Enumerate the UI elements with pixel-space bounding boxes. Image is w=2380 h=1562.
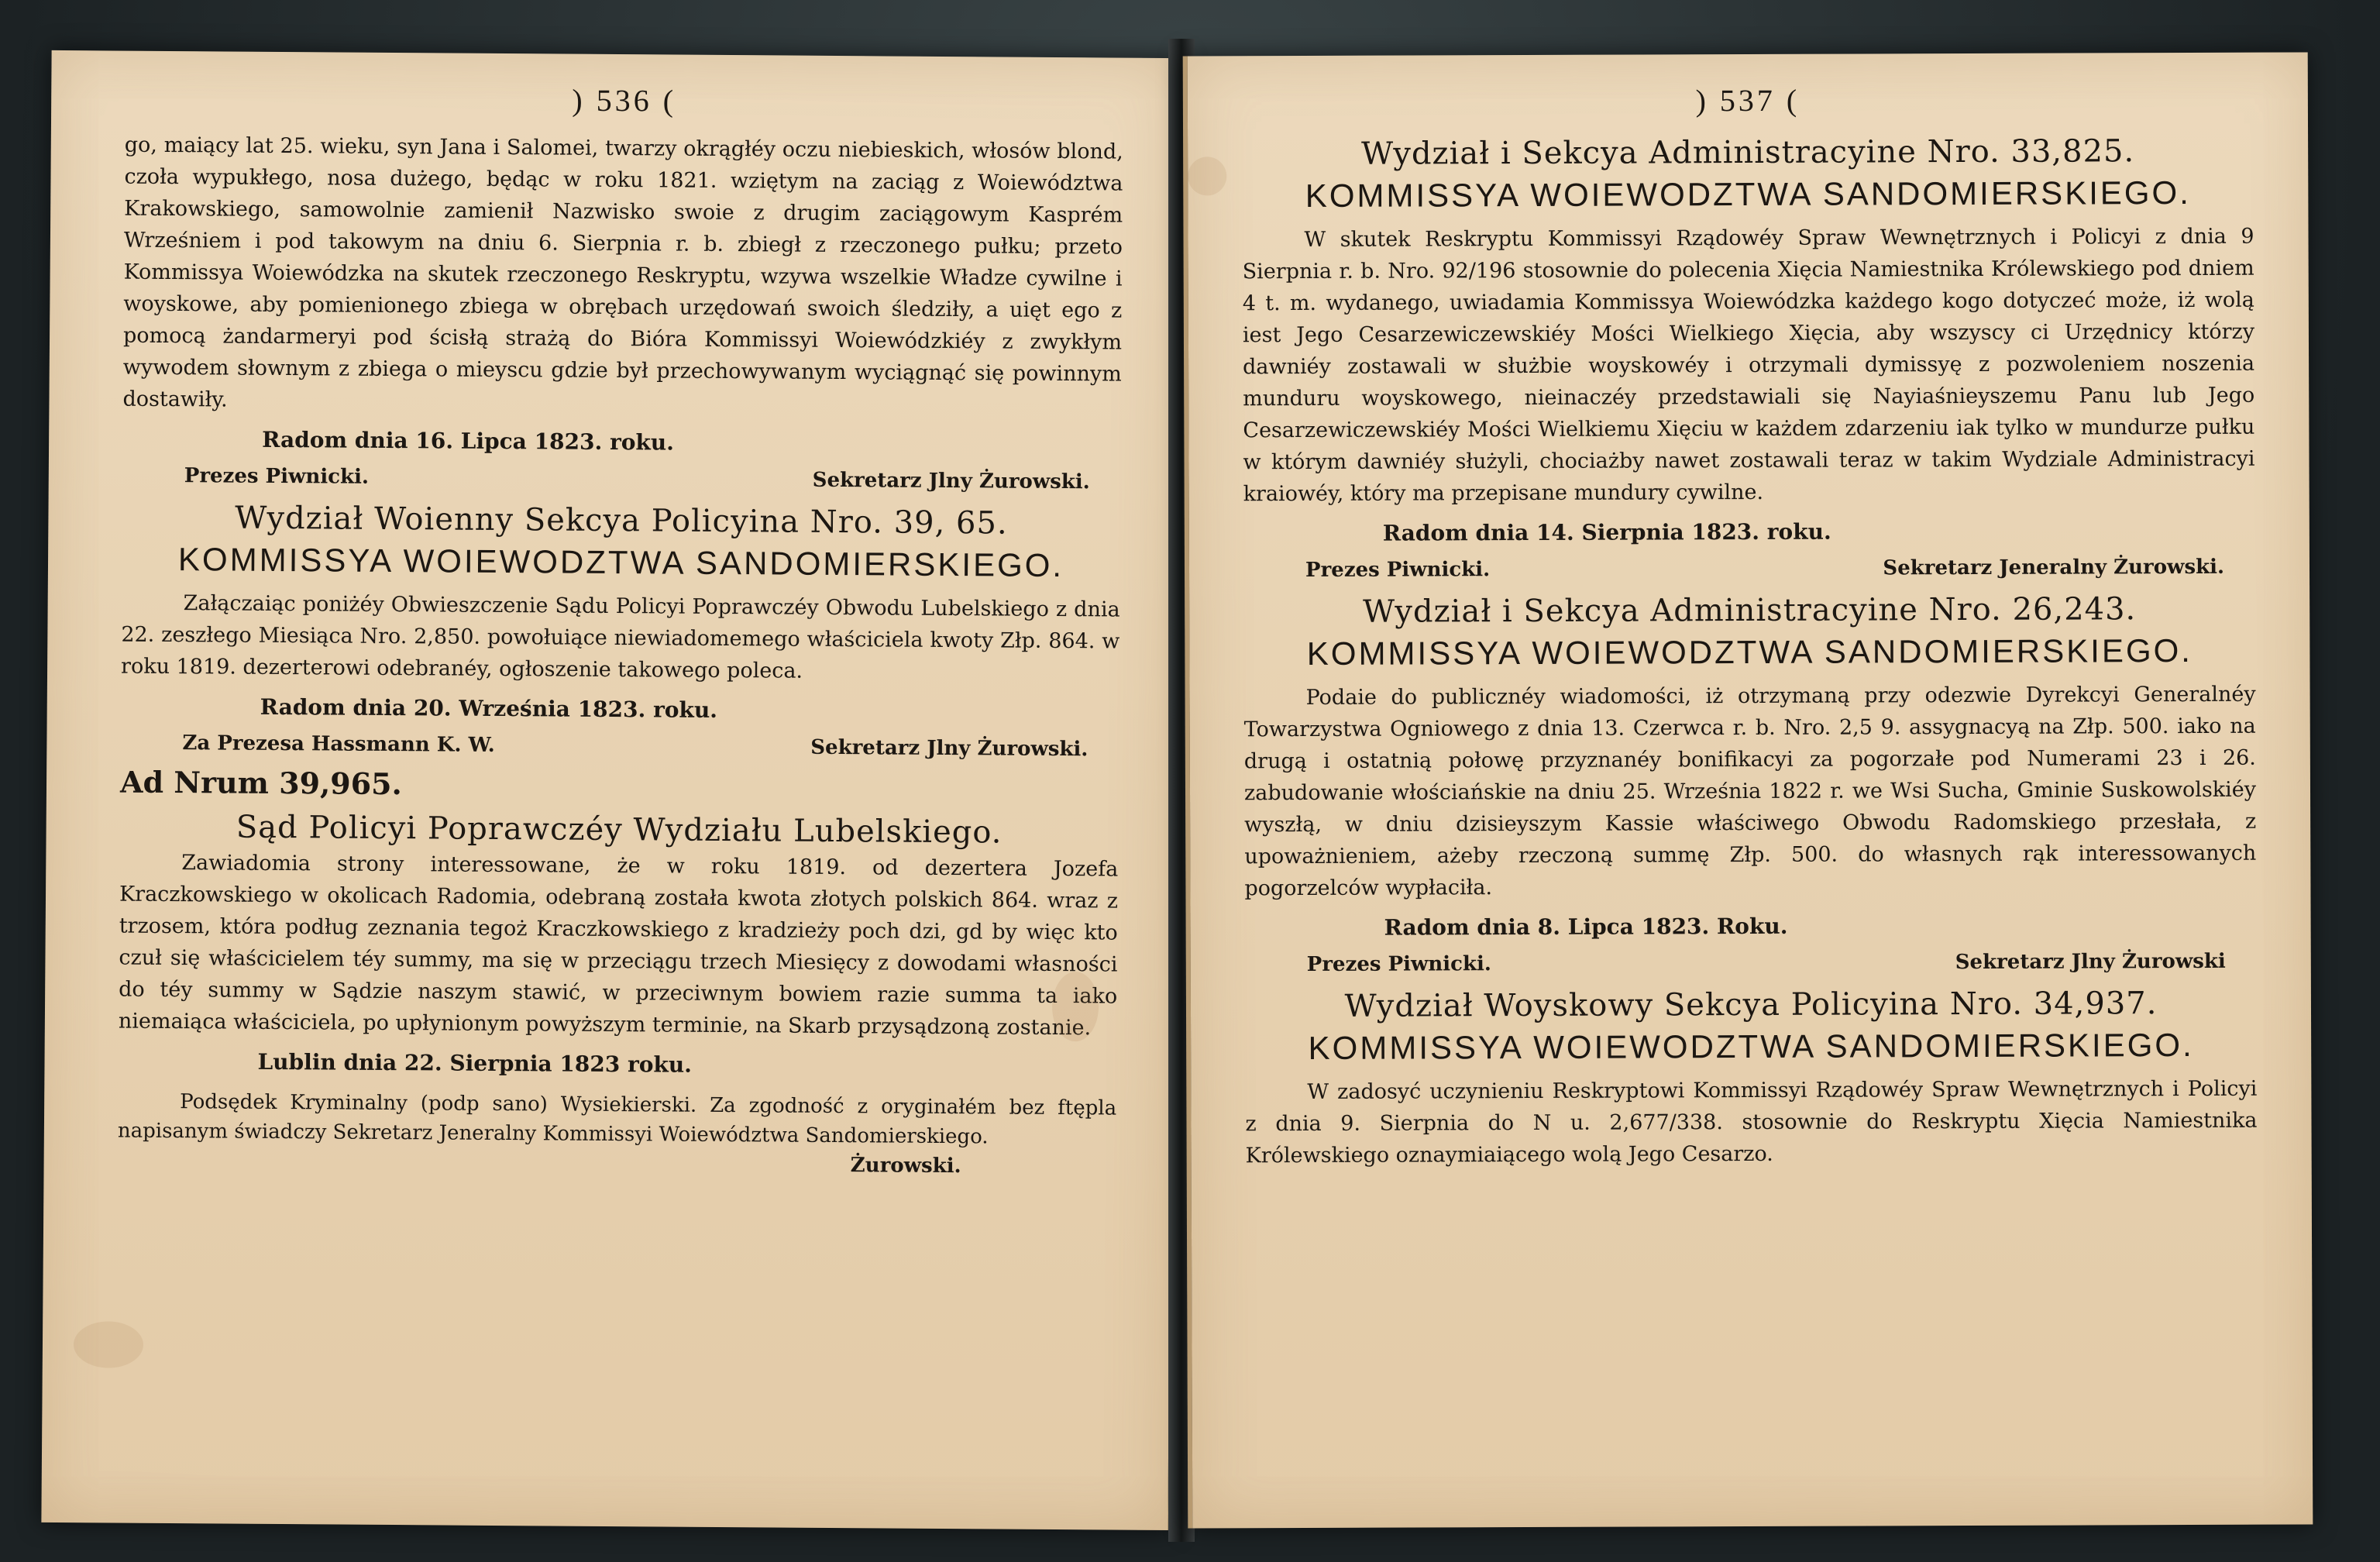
section-title: KOMMISSYA WOIEWODZTWA SANDOMIERSKIEGO. — [1305, 174, 2191, 214]
paper-stain — [1188, 157, 1226, 195]
date-line: Radom dnia 14. Sierpnia 1823. roku. — [1382, 518, 1831, 546]
reference-number: Ad Nrum 39,965. — [119, 764, 402, 802]
page-number: ) 537 ( — [1695, 82, 1800, 119]
certification-note: Podsędek Kryminalny (podp sano) Wysiekierski. Za zgodność z oryginałém bez ftępla napisanym świadczy Sekretarz Jeneralny Kommissyi Woiewództwa Sandomierskiego. — [117, 1090, 1117, 1149]
signature-line — [122, 459, 1121, 500]
signature-line — [1243, 550, 2255, 588]
section-heading: Wydział i Sekcya Administracyine Nro. 26,243. — [1363, 591, 2137, 630]
section-heading: Wydział Woienny Sekcya Policyina Nro. 39, 65. — [235, 500, 1008, 542]
note-signature-right: Żurowski. — [850, 1154, 961, 1178]
paragraph: go, maiący lat 25. wieku, syn Jana i Salomei, twarzy okrągłéy oczu niebieskich, włosów blond, czoła wypukłego, nosa dużego, będąc w roku 1821. wziętym na zaciąg z Woiewództwa Krakowskiego, samowolnie zamienił Nazwisko swoie z drugim zaciągowym Kasprém Wrześniem i pod takowym na dniu 6. Sierpnia r. b. zbiegł z rzeczonego pułku; przeto Kommissya Woiewódzka na skutek rzeczonego Reskryptu, wzywa wszelkie Władze cywilne i woyskowe, aby pomienionego zbiega w obrębach urzędowań swoich śledziły, a uięt ego z pomocą żandarmeryi pod ścisłą strażą do Bióra Kommissyi Woiewódzkiéy z zwykłym wywodem słownym z zbiega o mieyscu gdzie był przechowywanym wyciągnąć się powinnym dostawiły. — [122, 132, 1123, 412]
paper-stain — [74, 1321, 143, 1368]
signature-president: Prezes Piwnicki. — [1306, 952, 1491, 976]
date-line: Radom dnia 16. Lipca 1823. roku. — [262, 426, 675, 456]
paragraph: W zadosyć uczynieniu Reskryptowi Kommissyi Rządowéy Spraw Wewnętrznych i Policyi z dnia 9. Sierpnia do N u. 2,677/338. stosownie do Reskryptu Xięcia Namiestnika Królewskiego oznaymiaiącego wolą Jego Cesarzo. — [1245, 1076, 2258, 1168]
signature-president: Za Prezesa Hassmann K. W. — [182, 731, 495, 757]
paragraph: W skutek Reskryptu Kommissyi Rządowéy Spraw Wewnętrznych i Policyi z dnia 9 Sierpnia r. b. Nro. 92/196 stosownie do polecenia Xięcia Namiestnika Królewskiego pod dniem 4 t. m. wydanego, uwiadamia Kommissya Woiewódzka każdego kogo dotyczeć może, iż wolą iest Jego Cesarzewiczewskiéy Mości Wielkiego Xięcia, aby wszyscy ci Urzędnicy którzy dawniéy zostawali w służbie woyskowéy i otrzymali dymissyę z pozwoleniem noszenia munduru woyskowego, nieinaczéy przedstawiali się Nayiaśnieyszemu Panu lub Jego Cesarzewiczewskiéy Mości Wielkiemu Xięciu w każdem zdarzeniu iak tylko w mundurze pułku w którym dawniéy służyli, chociażby nawet zostawali teraz w takim Wydziale Administracyi kraiowéy, który ma przepisane mundury cywilne. — [1242, 224, 2255, 507]
paragraph: Załączaiąc poniżéy Obwieszczenie Sądu Policyi Poprawczéy Obwodu Lubelskiego z dnia 22. zeszłego Miesiąca Nro. 2,850. powołuiące niewiadomemego właściciela kwoty Złp. 864. w roku 1819. dezerterowi odebranéy, ogłoszenie takowego poleca. — [120, 591, 1120, 683]
left-page — [41, 50, 1182, 1530]
right-page — [1183, 52, 2313, 1528]
paper-stain — [1052, 972, 1099, 1041]
page-number: ) 536 ( — [572, 82, 677, 119]
paragraph: Zawiadomia strony interessowane, że w roku 1819. od dezertera Jozefa Kraczkowskiego w okolicach Radomia, odebraną została kwota złotych polskich 864. wraz z trzosem, która podług zeznania tegoż Kraczkowskiego z kradzieży poch dzi, gd by więc kto czuł się właścicielem téy summy, ma się w przeciągu trzech Miesięcy z dowodami własności do téy summy w Sądzie naszym stawić, w przeciwnym bowiem razie summa ta iako niemaiąca właściciela, po upłynionym powyższym terminie, na Skarb przysądzoną zostanie. — [118, 851, 1119, 1041]
signature-president: Prezes Piwnicki. — [1305, 558, 1491, 582]
date-line: Radom dnia 8. Lipca 1823. Roku. — [1384, 913, 1788, 941]
signature-line — [120, 726, 1119, 767]
signature-secretary: Sekretarz Jlny Żurowski. — [812, 468, 1090, 494]
signature-secretary: Sekretarz Jlny Żurowski. — [810, 735, 1089, 762]
date-line: Lublin dnia 22. Sierpnia 1823 roku. — [257, 1048, 693, 1078]
signature-line — [1245, 944, 2257, 982]
section-heading: Wydział i Sekcya Administracyine Nro. 33,825. — [1360, 133, 2135, 172]
section-title: KOMMISSYA WOIEWODZTWA SANDOMIERSKIEGO. — [1306, 631, 2193, 672]
signature-secretary: Sekretarz Jeneralny Żurowski. — [1883, 555, 2225, 580]
section-heading: Sąd Policyi Poprawczéy Wydziału Lubelskiego. — [236, 809, 1003, 851]
date-line: Radom dnia 20. Września 1823. roku. — [260, 693, 718, 723]
section-title: KOMMISSYA WOIEWODZTWA SANDOMIERSKIEGO. — [177, 541, 1064, 584]
signature-president: Prezes Piwnicki. — [184, 464, 370, 489]
signature-secretary: Sekretarz Jlny Żurowski — [1955, 949, 2226, 975]
section-title: KOMMISSYA WOIEWODZTWA SANDOMIERSKIEGO. — [1308, 1026, 2194, 1066]
section-heading: Wydział Woyskowy Sekcya Policyina Nro. 34,937. — [1344, 986, 2158, 1024]
paragraph: Podaie do publicznéy wiadomości, iż otrzymaną przy odezwie Dyrekcyi Generalnéy Towarzystwa Ogniowego z dnia 13. Czerwca r. b. Nro. 2,5 9. assygnacyą na Złp. 500. iako na drugą i ostatnią połowę przyznanéy bonifikacyi za pogorzałe pod Numerami 23 i 26. zabudowanie włościańskie na dniu 25. Września 1822 r. we Wsi Sucha, Gminie Suskowolskiéy wyszłą, w dniu dzisieyszym Kassie właściwego Obwodu Radomskiego przesłała, z upoważnieniem, ażeby rzeczoną summę Złp. 500. do własnych rąk interessowanych pogorzelców wypłaciła. — [1243, 682, 2257, 901]
